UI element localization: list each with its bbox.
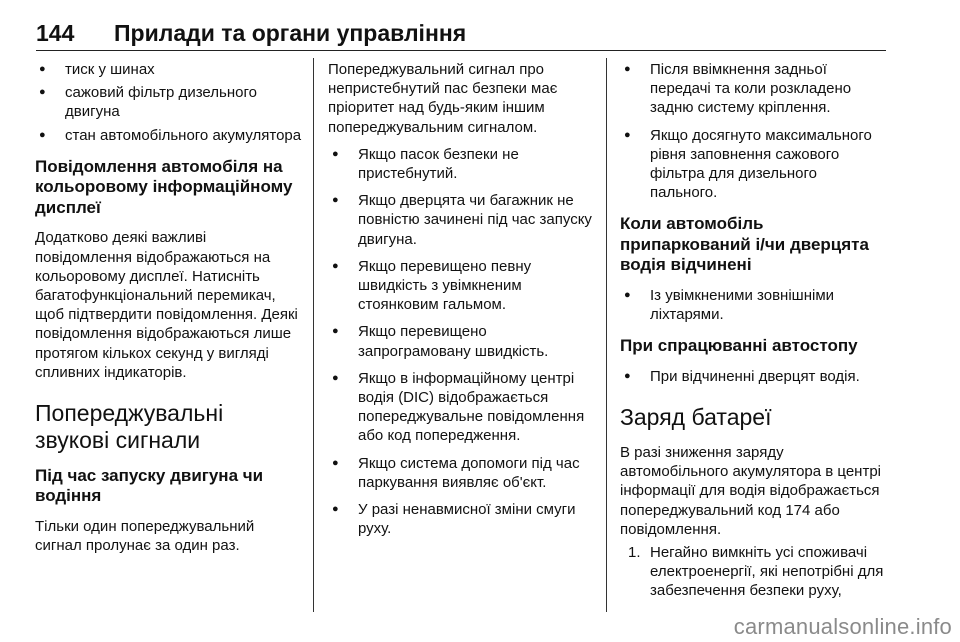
subsection-heading-start: Під час запуску двигуна чи водіння [35,465,264,506]
item-text: Негайно вимкніть усі споживачі електроенергії, які непотрібні для забезпечення безпеки руху, [650,544,884,600]
section-heading-parked: Коли автомобіль припаркований і/чи дверцята водія відчинені [620,214,869,275]
column-2 [328,60,596,546]
list-item: ● Якщо досягнуто максимального рівня заповнення сажового фільтра для дизельного пального. [620,126,888,203]
section-heading-messages: Повідомлення автомобіля на кольоровому інформаційному дисплеї [35,156,293,217]
section-heading-autostop: При спрацюванні автостопу [620,336,858,356]
list-item: ● Якщо система допомоги під час паркування виявляє об'єкт. [328,454,596,492]
column-divider-1 [313,58,314,612]
paragraph-start: Тільки один попереджувальний сигнал пролунає за один раз. [35,517,255,555]
list-item: ● тиск у шинах [35,60,303,79]
list-item: ● сажовий фільтр дизельного двигуна [35,83,303,121]
numbered-list [620,543,888,601]
bullet-list [328,145,596,539]
page-header [36,18,886,52]
column-3 [620,60,888,601]
list-item: ● Якщо дверцята чи багажник не повністю зачинені під час запуску двигуна. [328,191,596,249]
section-heading-battery: Заряд батареї [620,404,772,431]
list-item: ● стан автомобільного акумулятора [35,126,303,145]
bullet-list [35,60,303,145]
list-item: ● Якщо перевищено запрограмовану швидкість. [328,322,596,360]
list-item: ● Якщо пасок безпеки не пристебнутий. [328,145,596,183]
list-item: ● Якщо в інформаційному центрі водія (DIC) відображається попереджувальне повідомлення або код попередження. [328,369,596,446]
paragraph-messages: Додатково деякі важливі повідомлення відображаються на кольоровому дисплеї. Натисніть багатофункціональний перемикач, щоб підтвердити повідомлення. Деякі повідомлення відображаються лише протягом кількох секунд у вигляді спливних індикаторів. [35,229,298,381]
paragraph-intro: Попереджувальний сигнал про непристебнутий пас безпеки має пріоритет над будь-яким іншим попереджувальним сигналом. [328,61,558,136]
paragraph-battery: В разі зниження заряду автомобільного акумулятора в центрі інформації для водія відображається попереджувальний код 174 або повідомлення. [620,444,882,538]
column-divider-2 [606,58,607,612]
watermark: carmanualsonline.info [733,614,952,639]
bullet-list [620,286,888,324]
bullet-list [620,367,888,386]
header-divider [36,50,886,51]
list-item: ● Після ввімкнення задньої передачі та коли розкладено задню систему кріплення. [620,60,888,118]
bullet-list [620,60,888,202]
list-item: ● У разі ненавмисної зміни смуги руху. [328,500,596,538]
column-1 [35,60,303,555]
section-heading-sounds: Попереджувальні звукові сигнали [35,399,224,453]
numbered-item [620,543,888,601]
list-item: ● Із увімкненими зовнішніми ліхтарями. [620,286,888,324]
list-item: ● Якщо перевищено певну швидкість з увімкненим стоянковим гальмом. [328,257,596,315]
page-number: 144 [36,20,75,46]
list-item: ● При відчиненні дверцят водія. [620,367,888,386]
item-number: 1. [628,544,641,562]
page-title: Прилади та органи управління [114,20,467,46]
